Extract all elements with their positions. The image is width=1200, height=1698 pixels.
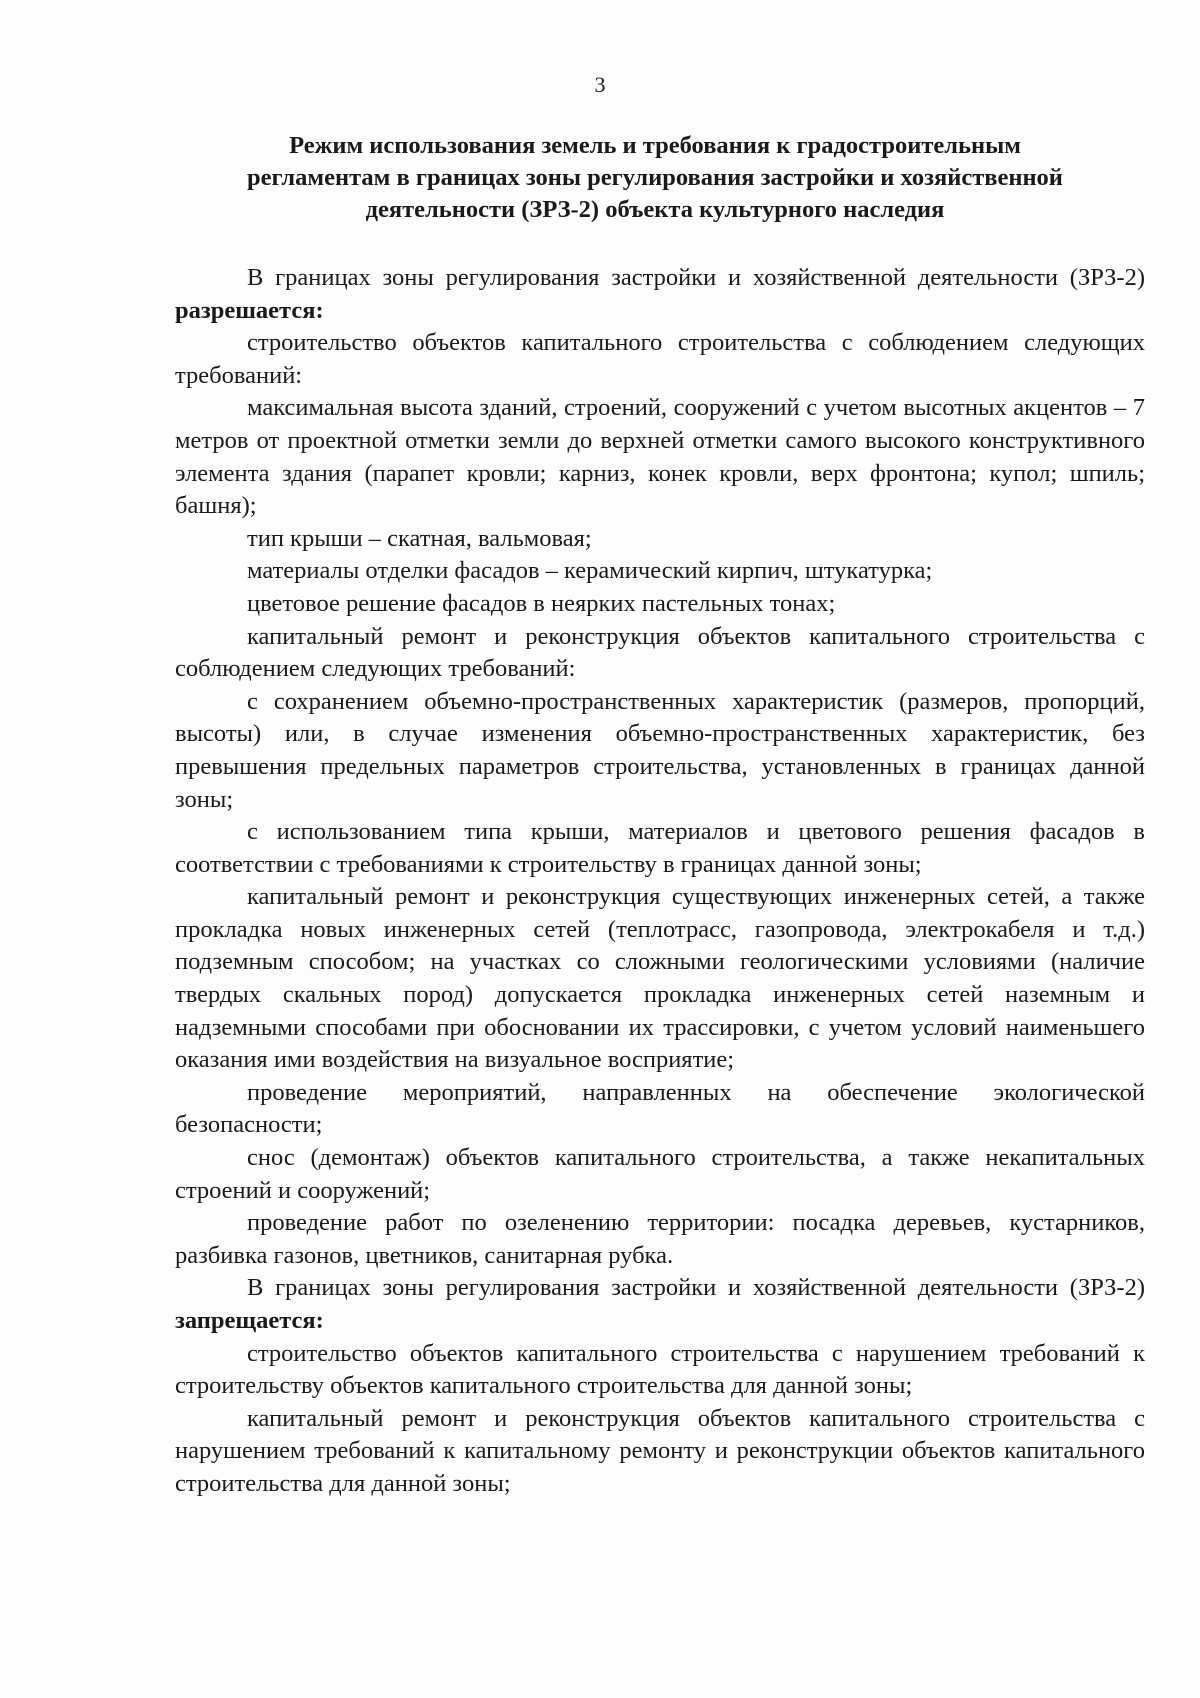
page-number: 3: [594, 72, 606, 97]
paragraph: материалы отделки фасадов – керамический кирпич, штукатурка;: [247, 557, 933, 585]
title-line-1: Режим использования земель и требования к градостроительным: [289, 132, 1021, 159]
paragraph: капитальный ремонт и реконструкция объектов капитального строительства с соблюдением следующих требований:: [175, 622, 1145, 683]
paragraph: строительство объектов капитального строительства с нарушением требований к строительству объектов капитального строительства для данной зоны;: [175, 1339, 1145, 1400]
paragraph: снос (демонтаж) объектов капитального строительства, а также некапитальных строений и сооружений;: [175, 1144, 1145, 1204]
paragraph-text: В границах зоны регулирования застройки и хозяйственной деятельности (ЗРЗ-2): [247, 1274, 1145, 1302]
title-line-2: регламентам в границах зоны регулирования застройки и хозяйственной: [247, 164, 1063, 191]
paragraph-prohibited-intro: [175, 1272, 1145, 1337]
paragraph: капитальный ремонт и реконструкция объектов капитального строительства с нарушением требований к капитальному ремонту и реконструкции объектов капитального строительства для данной зоны;: [175, 1404, 1145, 1497]
paragraph-text: В границах зоны регулирования застройки и хозяйственной деятельности (ЗРЗ-2): [247, 264, 1145, 291]
paragraph: тип крыши – скатная, вальмовая;: [247, 524, 592, 552]
title-line-3: деятельности (ЗРЗ-2) объекта культурного наследия: [365, 196, 945, 223]
document-title: [175, 130, 1135, 226]
permitted-keyword: разрешается:: [175, 296, 324, 324]
paragraph: максимальная высота зданий, строений, сооружений с учетом высотных акцентов – 7 метров от проектной отметки земли до верхней отметки самого высокого конструктивного элемента здания (парапет кровли; карниз, конек кровли, верх фронтона; купол; шпиль; башня);: [175, 394, 1145, 520]
paragraph: проведение мероприятий, направленных на обеспечение экологической безопасности;: [175, 1078, 1145, 1139]
paragraph: с сохранением объемно-пространственных характеристик (размеров, пропорций, высоты) или, в случае изменения объемно-пространственных характеристик, без превышения предельных параметров строительства, установленных в границах данной зоны;: [175, 687, 1145, 813]
prohibited-keyword: запрещается:: [175, 1307, 324, 1334]
paragraph: капитальный ремонт и реконструкция существующих инженерных сетей, а также прокладка новых инженерных сетей (теплотрасс, газопровода, электрокабеля и т.д.) подземным способом; на участках со сложными геологическими условиями (наличие твердых скальных пород) допускается прокладка инженерных сетей наземным и надземными способами при обосновании их трассировки, с учетом условий наименьшего оказания ими воздействия на визуальное восприятие;: [175, 883, 1145, 1074]
paragraph: строительство объектов капитального строительства с соблюдением следующих требований:: [175, 329, 1145, 389]
paragraph: с использованием типа крыши, материалов и цветового решения фасадов в соответствии с требованиями к строительству в границах данной зоны;: [175, 818, 1145, 878]
document-body: [175, 262, 1145, 1501]
paragraph: цветовое решение фасадов в неярких пастельных тонах;: [247, 589, 836, 617]
paragraph: проведение работ по озеленению территории: посадка деревьев, кустарников, разбивка газонов, цветников, санитарная рубка.: [175, 1209, 1145, 1269]
paragraph-permitted-intro: [175, 262, 1145, 327]
